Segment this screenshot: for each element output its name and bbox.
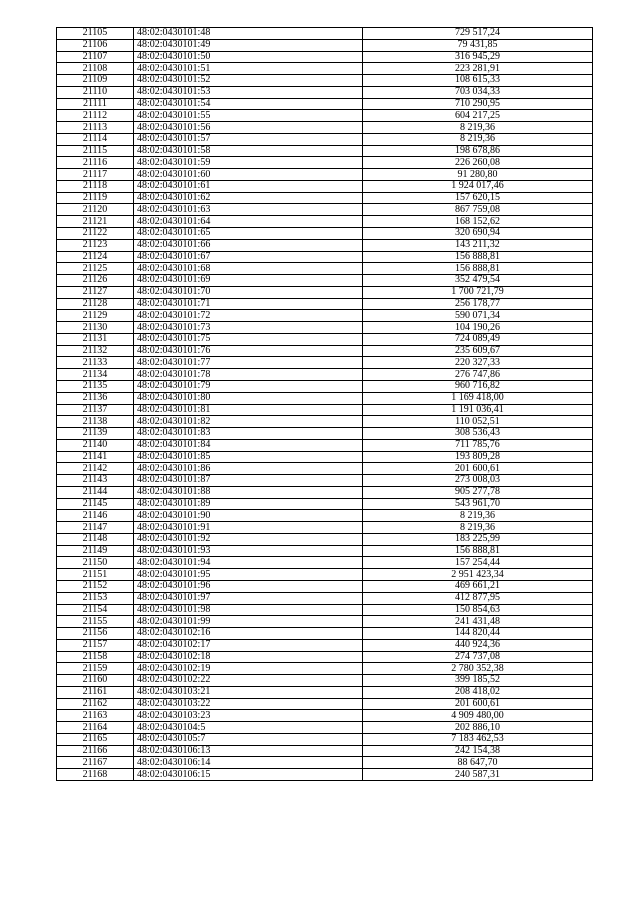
row-number-cell: 21140 — [57, 439, 134, 451]
row-number-cell: 21148 — [57, 533, 134, 545]
value-cell: 543 961,70 — [363, 498, 593, 510]
table-row — [57, 686, 593, 698]
row-number-cell: 21158 — [57, 651, 134, 663]
row-number-cell: 21121 — [57, 216, 134, 228]
row-number-cell: 21110 — [57, 86, 134, 98]
table-row — [57, 86, 593, 98]
table-row — [57, 545, 593, 557]
table-row — [57, 345, 593, 357]
row-number-cell: 21108 — [57, 63, 134, 75]
value-cell: 711 785,76 — [363, 439, 593, 451]
row-number-cell: 21149 — [57, 545, 134, 557]
cadastral-number-cell: 48:02:0430102:18 — [134, 651, 363, 663]
cadastral-number-cell: 48:02:0430101:83 — [134, 428, 363, 440]
value-cell: 729 517,24 — [363, 28, 593, 40]
row-number-cell: 21152 — [57, 580, 134, 592]
cadastral-number-cell: 48:02:0430101:59 — [134, 157, 363, 169]
cadastral-number-cell: 48:02:0430101:84 — [134, 439, 363, 451]
table-row — [57, 122, 593, 134]
row-number-cell: 21144 — [57, 486, 134, 498]
value-cell: 590 071,34 — [363, 310, 593, 322]
table-row — [57, 169, 593, 181]
cadastral-number-cell: 48:02:0430101:53 — [134, 86, 363, 98]
value-cell: 156 888,81 — [363, 263, 593, 275]
table-row — [57, 616, 593, 628]
cadastral-number-cell: 48:02:0430105:7 — [134, 733, 363, 745]
cadastral-number-cell: 48:02:0430101:68 — [134, 263, 363, 275]
row-number-cell: 21145 — [57, 498, 134, 510]
row-number-cell: 21128 — [57, 298, 134, 310]
row-number-cell: 21117 — [57, 169, 134, 181]
cadastral-number-cell: 48:02:0430101:82 — [134, 416, 363, 428]
row-number-cell: 21127 — [57, 286, 134, 298]
table-row — [57, 251, 593, 263]
cadastral-number-cell: 48:02:0430101:72 — [134, 310, 363, 322]
value-cell: 352 479,54 — [363, 275, 593, 287]
table-row — [57, 710, 593, 722]
table-row — [57, 404, 593, 416]
row-number-cell: 21146 — [57, 510, 134, 522]
row-number-cell: 21120 — [57, 204, 134, 216]
value-cell: 208 418,02 — [363, 686, 593, 698]
table-row — [57, 392, 593, 404]
cadastral-number-cell: 48:02:0430101:75 — [134, 333, 363, 345]
cadastral-number-cell: 48:02:0430101:58 — [134, 145, 363, 157]
cadastral-number-cell: 48:02:0430101:50 — [134, 51, 363, 63]
value-cell: 8 219,36 — [363, 122, 593, 134]
value-cell: 110 052,51 — [363, 416, 593, 428]
row-number-cell: 21137 — [57, 404, 134, 416]
table-row — [57, 675, 593, 687]
value-cell: 8 219,36 — [363, 522, 593, 534]
value-cell: 1 169 418,00 — [363, 392, 593, 404]
row-number-cell: 21106 — [57, 39, 134, 51]
value-cell: 220 327,33 — [363, 357, 593, 369]
table-row — [57, 663, 593, 675]
table-row — [57, 522, 593, 534]
table-row — [57, 557, 593, 569]
cadastral-number-cell: 48:02:0430101:98 — [134, 604, 363, 616]
cadastral-number-cell: 48:02:0430101:77 — [134, 357, 363, 369]
cadastral-number-cell: 48:02:0430101:88 — [134, 486, 363, 498]
table-body — [57, 28, 593, 781]
cadastral-number-cell: 48:02:0430101:85 — [134, 451, 363, 463]
value-cell: 604 217,25 — [363, 110, 593, 122]
value-cell: 240 587,31 — [363, 769, 593, 781]
value-cell: 7 183 462,53 — [363, 733, 593, 745]
row-number-cell: 21119 — [57, 192, 134, 204]
cadastral-number-cell: 48:02:0430101:81 — [134, 404, 363, 416]
value-cell: 308 536,43 — [363, 428, 593, 440]
cadastral-number-cell: 48:02:0430101:94 — [134, 557, 363, 569]
row-number-cell: 21167 — [57, 757, 134, 769]
row-number-cell: 21154 — [57, 604, 134, 616]
table-row — [57, 510, 593, 522]
value-cell: 202 886,10 — [363, 722, 593, 734]
cadastral-number-cell: 48:02:0430101:65 — [134, 228, 363, 240]
value-cell: 256 178,77 — [363, 298, 593, 310]
table-row — [57, 580, 593, 592]
table-row — [57, 98, 593, 110]
table-row — [57, 133, 593, 145]
table-row — [57, 145, 593, 157]
value-cell: 1 924 017,46 — [363, 180, 593, 192]
row-number-cell: 21130 — [57, 322, 134, 334]
value-cell: 2 780 352,38 — [363, 663, 593, 675]
row-number-cell: 21122 — [57, 228, 134, 240]
row-number-cell: 21151 — [57, 569, 134, 581]
table-row — [57, 180, 593, 192]
row-number-cell: 21132 — [57, 345, 134, 357]
table-row — [57, 263, 593, 275]
table-row — [57, 298, 593, 310]
cadastral-number-cell: 48:02:0430101:69 — [134, 275, 363, 287]
value-cell: 143 211,32 — [363, 239, 593, 251]
value-cell: 412 877,95 — [363, 592, 593, 604]
value-cell: 144 820,44 — [363, 628, 593, 640]
row-number-cell: 21118 — [57, 180, 134, 192]
row-number-cell: 21124 — [57, 251, 134, 263]
cadastral-number-cell: 48:02:0430101:71 — [134, 298, 363, 310]
cadastral-number-cell: 48:02:0430101:73 — [134, 322, 363, 334]
value-cell: 79 431,85 — [363, 39, 593, 51]
row-number-cell: 21123 — [57, 239, 134, 251]
cadastral-number-cell: 48:02:0430102:22 — [134, 675, 363, 687]
row-number-cell: 21160 — [57, 675, 134, 687]
row-number-cell: 21161 — [57, 686, 134, 698]
table-row — [57, 310, 593, 322]
value-cell: 274 737,08 — [363, 651, 593, 663]
table-row — [57, 463, 593, 475]
value-cell: 724 089,49 — [363, 333, 593, 345]
value-cell: 399 185,52 — [363, 675, 593, 687]
table-row — [57, 380, 593, 392]
cadastral-number-cell: 48:02:0430101:60 — [134, 169, 363, 181]
cadastral-number-cell: 48:02:0430103:21 — [134, 686, 363, 698]
row-number-cell: 21163 — [57, 710, 134, 722]
table-row — [57, 592, 593, 604]
cadastral-number-cell: 48:02:0430101:79 — [134, 380, 363, 392]
table-row — [57, 769, 593, 781]
cadastral-number-cell: 48:02:0430101:93 — [134, 545, 363, 557]
value-cell: 1 700 721,79 — [363, 286, 593, 298]
cadastral-number-cell: 48:02:0430101:57 — [134, 133, 363, 145]
table-row — [57, 722, 593, 734]
cadastral-number-cell: 48:02:0430102:17 — [134, 639, 363, 651]
cadastral-number-cell: 48:02:0430101:67 — [134, 251, 363, 263]
value-cell: 156 888,81 — [363, 545, 593, 557]
row-number-cell: 21131 — [57, 333, 134, 345]
value-cell: 104 190,26 — [363, 322, 593, 334]
table-row — [57, 110, 593, 122]
cadastral-number-cell: 48:02:0430101:48 — [134, 28, 363, 40]
row-number-cell: 21156 — [57, 628, 134, 640]
cadastral-number-cell: 48:02:0430101:62 — [134, 192, 363, 204]
value-cell: 320 690,94 — [363, 228, 593, 240]
row-number-cell: 21125 — [57, 263, 134, 275]
table-row — [57, 639, 593, 651]
row-number-cell: 21112 — [57, 110, 134, 122]
table-row — [57, 204, 593, 216]
row-number-cell: 21111 — [57, 98, 134, 110]
cadastral-number-cell: 48:02:0430106:13 — [134, 745, 363, 757]
row-number-cell: 21155 — [57, 616, 134, 628]
cadastral-number-cell: 48:02:0430101:95 — [134, 569, 363, 581]
table-row — [57, 39, 593, 51]
row-number-cell: 21138 — [57, 416, 134, 428]
table-row — [57, 51, 593, 63]
cadastral-number-cell: 48:02:0430101:89 — [134, 498, 363, 510]
row-number-cell: 21162 — [57, 698, 134, 710]
table-row — [57, 333, 593, 345]
row-number-cell: 21129 — [57, 310, 134, 322]
cadastral-number-cell: 48:02:0430101:70 — [134, 286, 363, 298]
value-cell: 440 924,36 — [363, 639, 593, 651]
value-cell: 223 281,91 — [363, 63, 593, 75]
value-cell: 198 678,86 — [363, 145, 593, 157]
value-cell: 183 225,99 — [363, 533, 593, 545]
value-cell: 235 609,67 — [363, 345, 593, 357]
table-row — [57, 275, 593, 287]
table-row — [57, 192, 593, 204]
cadastral-number-cell: 48:02:0430103:23 — [134, 710, 363, 722]
table-row — [57, 733, 593, 745]
table-row — [57, 745, 593, 757]
row-number-cell: 21168 — [57, 769, 134, 781]
row-number-cell: 21166 — [57, 745, 134, 757]
row-number-cell: 21107 — [57, 51, 134, 63]
table-row — [57, 698, 593, 710]
table-row — [57, 533, 593, 545]
row-number-cell: 21134 — [57, 369, 134, 381]
row-number-cell: 21133 — [57, 357, 134, 369]
table-row — [57, 63, 593, 75]
cadastral-number-cell: 48:02:0430101:63 — [134, 204, 363, 216]
value-cell: 276 747,86 — [363, 369, 593, 381]
cadastral-number-cell: 48:02:0430101:80 — [134, 392, 363, 404]
cadastral-number-cell: 48:02:0430101:64 — [134, 216, 363, 228]
table-row — [57, 569, 593, 581]
cadastral-number-cell: 48:02:0430101:55 — [134, 110, 363, 122]
cadastral-number-cell: 48:02:0430106:15 — [134, 769, 363, 781]
cadastral-number-cell: 48:02:0430101:87 — [134, 475, 363, 487]
value-cell: 88 647,70 — [363, 757, 593, 769]
cadastral-number-cell: 48:02:0430101:99 — [134, 616, 363, 628]
row-number-cell: 21150 — [57, 557, 134, 569]
cadastral-number-cell: 48:02:0430101:54 — [134, 98, 363, 110]
cadastral-number-cell: 48:02:0430101:52 — [134, 75, 363, 87]
table-row — [57, 239, 593, 251]
table-row — [57, 604, 593, 616]
cadastral-number-cell: 48:02:0430101:66 — [134, 239, 363, 251]
row-number-cell: 21126 — [57, 275, 134, 287]
value-cell: 703 034,33 — [363, 86, 593, 98]
value-cell: 867 759,08 — [363, 204, 593, 216]
row-number-cell: 21113 — [57, 122, 134, 134]
value-cell: 273 008,03 — [363, 475, 593, 487]
cadastral-number-cell: 48:02:0430102:19 — [134, 663, 363, 675]
value-cell: 1 191 036,41 — [363, 404, 593, 416]
cadastral-number-cell: 48:02:0430101:92 — [134, 533, 363, 545]
value-cell: 905 277,78 — [363, 486, 593, 498]
row-number-cell: 21141 — [57, 451, 134, 463]
row-number-cell: 21147 — [57, 522, 134, 534]
row-number-cell: 21153 — [57, 592, 134, 604]
cadastral-number-cell: 48:02:0430101:76 — [134, 345, 363, 357]
table-row — [57, 416, 593, 428]
row-number-cell: 21114 — [57, 133, 134, 145]
table-row — [57, 75, 593, 87]
cadastral-number-cell: 48:02:0430106:14 — [134, 757, 363, 769]
value-cell: 108 615,33 — [363, 75, 593, 87]
row-number-cell: 21109 — [57, 75, 134, 87]
cadastral-number-cell: 48:02:0430101:51 — [134, 63, 363, 75]
table-row — [57, 322, 593, 334]
cadastral-number-cell: 48:02:0430101:90 — [134, 510, 363, 522]
value-cell: 168 152,62 — [363, 216, 593, 228]
cadastral-number-cell: 48:02:0430101:96 — [134, 580, 363, 592]
cadastral-number-cell: 48:02:0430104:5 — [134, 722, 363, 734]
value-cell: 2 951 423,34 — [363, 569, 593, 581]
value-cell: 316 945,29 — [363, 51, 593, 63]
table-row — [57, 286, 593, 298]
value-cell: 201 600,61 — [363, 698, 593, 710]
cadastral-number-cell: 48:02:0430101:97 — [134, 592, 363, 604]
table-row — [57, 216, 593, 228]
value-cell: 157 254,44 — [363, 557, 593, 569]
cadastral-number-cell: 48:02:0430101:61 — [134, 180, 363, 192]
value-cell: 201 600,61 — [363, 463, 593, 475]
row-number-cell: 21116 — [57, 157, 134, 169]
value-cell: 226 260,08 — [363, 157, 593, 169]
value-cell: 960 716,82 — [363, 380, 593, 392]
table-row — [57, 369, 593, 381]
table-row — [57, 451, 593, 463]
value-cell: 4 909 480,00 — [363, 710, 593, 722]
cadastral-number-cell: 48:02:0430101:78 — [134, 369, 363, 381]
row-number-cell: 21164 — [57, 722, 134, 734]
table-row — [57, 757, 593, 769]
value-cell: 156 888,81 — [363, 251, 593, 263]
value-cell: 150 854,63 — [363, 604, 593, 616]
value-cell: 193 809,28 — [363, 451, 593, 463]
value-cell: 8 219,36 — [363, 133, 593, 145]
value-cell: 8 219,36 — [363, 510, 593, 522]
row-number-cell: 21157 — [57, 639, 134, 651]
table-row — [57, 498, 593, 510]
cadastral-number-cell: 48:02:0430101:49 — [134, 39, 363, 51]
table-row — [57, 651, 593, 663]
cadastral-number-cell: 48:02:0430101:91 — [134, 522, 363, 534]
table-row — [57, 28, 593, 40]
value-cell: 710 290,95 — [363, 98, 593, 110]
cadastral-number-cell: 48:02:0430101:86 — [134, 463, 363, 475]
row-number-cell: 21143 — [57, 475, 134, 487]
value-cell: 469 661,21 — [363, 580, 593, 592]
row-number-cell: 21135 — [57, 380, 134, 392]
table-row — [57, 475, 593, 487]
row-number-cell: 21136 — [57, 392, 134, 404]
cadastral-value-table — [56, 27, 593, 781]
value-cell: 91 280,80 — [363, 169, 593, 181]
row-number-cell: 21139 — [57, 428, 134, 440]
table-row — [57, 486, 593, 498]
cadastral-number-cell: 48:02:0430102:16 — [134, 628, 363, 640]
value-cell: 157 620,15 — [363, 192, 593, 204]
table-row — [57, 428, 593, 440]
row-number-cell: 21142 — [57, 463, 134, 475]
row-number-cell: 21159 — [57, 663, 134, 675]
row-number-cell: 21115 — [57, 145, 134, 157]
value-cell: 241 431,48 — [363, 616, 593, 628]
table-row — [57, 228, 593, 240]
row-number-cell: 21105 — [57, 28, 134, 40]
value-cell: 242 154,38 — [363, 745, 593, 757]
table-row — [57, 157, 593, 169]
table-row — [57, 357, 593, 369]
row-number-cell: 21165 — [57, 733, 134, 745]
cadastral-number-cell: 48:02:0430101:56 — [134, 122, 363, 134]
table-row — [57, 628, 593, 640]
cadastral-number-cell: 48:02:0430103:22 — [134, 698, 363, 710]
table-row — [57, 439, 593, 451]
